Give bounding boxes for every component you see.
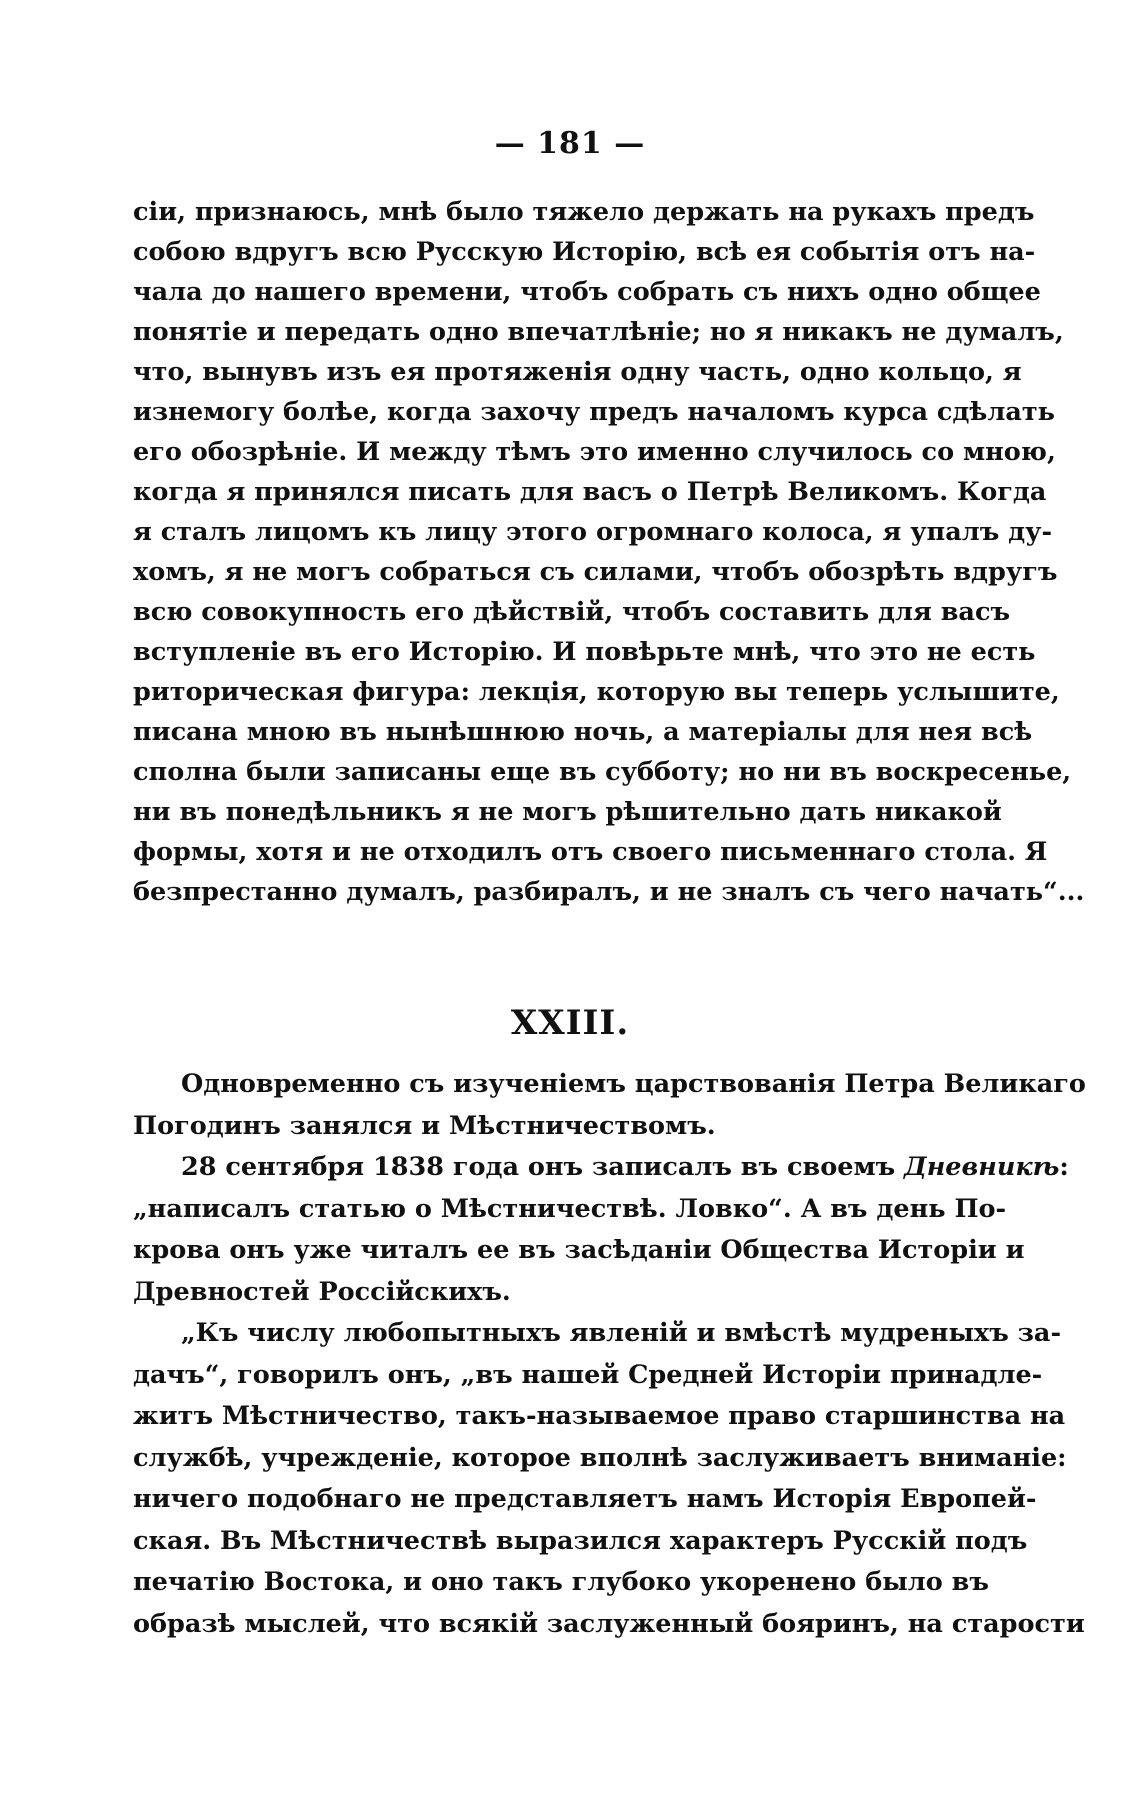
text-line: его обозрѣніе. И между тѣмъ это именно случилось со мною, — [133, 437, 1056, 467]
text-line: „Къ числу любопытныхъ явленій и вмѣстѣ мудреныхъ за- — [181, 1318, 1062, 1348]
diary-entry-intro: 28 сентября 1838 года онъ записалъ въ своемъ — [181, 1152, 905, 1182]
page-number: — 181 — — [494, 126, 646, 161]
text-line: я сталъ лицомъ къ лицу этого огромнаго колоса, я упалъ ду- — [133, 517, 1053, 547]
chapter-heading: XXIII. — [510, 1003, 630, 1043]
text-line: ская. Въ Мѣстничествѣ выразился характеръ Русскій подъ — [133, 1525, 1028, 1556]
text-line: вступленіе въ его Исторію. И повѣрьте мнѣ, что это не есть — [133, 637, 1036, 667]
text-line: дачъ“, говорилъ онъ, „въ нашей Средней Исторіи принадле- — [133, 1359, 1043, 1390]
text-line: безпрестанно думалъ, разбиралъ, и не зналъ съ чего начать“... — [133, 877, 1085, 907]
text-line: изнемогу болѣе, когда захочу предъ началомъ курса сдѣлать — [133, 397, 1055, 427]
text-line: крова онъ уже читалъ ее въ засѣданіи Общества Исторіи и — [133, 1235, 1025, 1265]
text-line: риторическая фигура: лекція, которую вы теперь услышите, — [133, 677, 1060, 707]
text-line: формы, хотя и не отходилъ отъ своего письменнаго стола. Я — [133, 837, 1048, 867]
text-line: сполна были записаны еще въ субботу; но ни въ воскресенье, — [133, 757, 1072, 787]
text-line: печатію Востока, и оно такъ глубоко укоренено было въ — [133, 1567, 989, 1597]
text-line: Одновременно съ изученіемъ царствованія Петра Великаго — [181, 1069, 1086, 1099]
text-line: когда я принялся писать для васъ о Петрѣ Великомъ. Когда — [133, 477, 1047, 507]
text-line: писана мною въ нынѣшнюю ночь, а матеріалы для нея всѣ — [133, 717, 1033, 747]
text-line: что, вынувъ изъ ея протяженія одну часть, одно кольцо, я — [133, 357, 1022, 387]
text-line: Погодинъ занялся и Мѣстничествомъ. — [133, 1110, 716, 1141]
text-line: сіи, признаюсь, мнѣ было тяжело держать на рукахъ предъ — [133, 197, 1035, 227]
colon: : — [1059, 1152, 1069, 1182]
text-line: хомъ, я не могъ собраться съ силами, чтобъ обозрѣть вдругъ — [133, 557, 1058, 587]
text-line: Древностей Россійскихъ. — [133, 1276, 511, 1307]
continued-quote-block — [133, 192, 1085, 912]
diary-title: Дневникѣ — [904, 1152, 1060, 1182]
paragraph-2 — [133, 1147, 1069, 1313]
text-line: ни въ понедѣльникъ я не могъ рѣшительно дать никакой — [133, 797, 1002, 827]
text-line: собою вдругъ всю Русскую Исторію, всѣ ея событія отъ на- — [133, 237, 1036, 267]
text-line: житъ Мѣстничество, такъ-называемое право старшинства на — [133, 1401, 1066, 1431]
text-line: ничего подобнаго не представляетъ намъ Исторія Европей- — [133, 1484, 1037, 1514]
text-line — [133, 1147, 1069, 1189]
text-line: образѣ мыслей, что всякій заслуженный бояринъ, на старости — [133, 1608, 1085, 1639]
text-line: чала до нашего времени, чтобъ собрать съ нихъ одно общее — [133, 277, 1041, 307]
text-line: всю совокупность его дѣйствій, чтобъ составить для васъ — [133, 597, 1011, 627]
text-line: понятіе и передать одно впечатлѣніе; но я никакъ не думалъ, — [133, 317, 1064, 347]
text-line: службѣ, учрежденіе, которое вполнѣ заслуживаетъ вниманіе: — [133, 1442, 1067, 1473]
chapter-body — [133, 1064, 1086, 1645]
text-line: „написалъ статью о Мѣстничествѣ. Ловко“. А въ день По- — [133, 1193, 1007, 1224]
paragraph-3 — [133, 1313, 1085, 1645]
paragraph-1 — [133, 1064, 1086, 1147]
